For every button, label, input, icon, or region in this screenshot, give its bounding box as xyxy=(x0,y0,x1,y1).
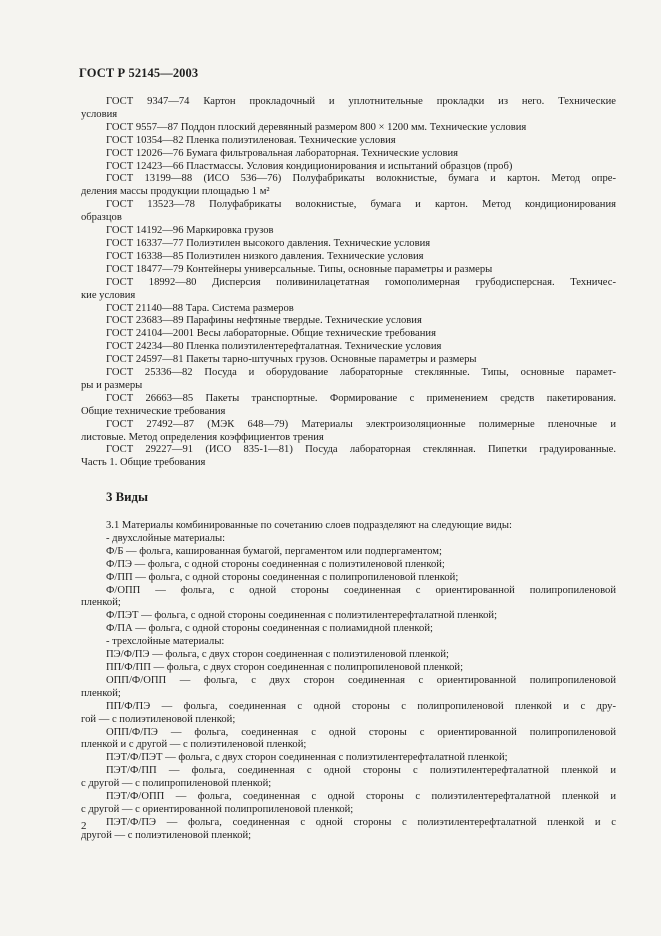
text-line: ГОСТ 13199—88 (ИСО 536—76) Полуфабрикаты волокнистые, бумага и картон. Метод опре- xyxy=(106,173,616,185)
normative-references xyxy=(81,96,616,470)
reference-item xyxy=(81,419,616,445)
page-number: 2 xyxy=(81,820,87,832)
reference-item xyxy=(81,173,616,199)
text-line: листовые. Метод определения коэффициентов трения xyxy=(81,431,324,443)
paragraph xyxy=(81,636,616,649)
text-line: ГОСТ 13523—78 Полуфабрикаты волокнистые, бумага и картон. Метод кондиционирования xyxy=(106,199,616,211)
text-line: ГОСТ 10354—82 Пленка полиэтиленовая. Технические условия xyxy=(106,134,396,146)
text-line: условия xyxy=(81,108,118,120)
reference-item xyxy=(81,315,616,328)
paragraph xyxy=(81,675,616,701)
text-line: Ф/ПЭ — фольга, с одной стороны соединенная с полиэтиленовой пленкой; xyxy=(106,558,445,570)
text-line: ОПП/Ф/ПЭ — фольга, соединенная с одной стороны с ориентированной полипропиленовой xyxy=(106,726,616,738)
text-line: ГОСТ 27492—87 (МЭК 648—79) Материалы электроизоляционные полимерные пленочные и xyxy=(106,418,616,430)
text-line: ГОСТ 21140—88 Тара. Система размеров xyxy=(106,302,294,314)
reference-item xyxy=(81,277,616,303)
text-line: Ф/ОПП — фольга, с одной стороны соединенная с ориентированной полипропиленовой xyxy=(106,584,616,596)
paragraph xyxy=(81,520,616,533)
text-line: Общие технические требования xyxy=(81,405,226,417)
reference-item xyxy=(81,303,616,316)
section-body xyxy=(81,520,616,843)
text-line: ГОСТ 9557—87 Поддон плоский деревянный размером 800 × 1200 мм. Технические условия xyxy=(106,121,527,133)
text-line: пленкой; xyxy=(81,687,121,699)
reference-item xyxy=(81,367,616,393)
text-line: ры и размеры xyxy=(81,379,143,391)
text-line: другой — с полиэтиленовой пленкой; xyxy=(81,829,252,841)
text-line: ГОСТ 12423—66 Пластмассы. Условия кондиционирования и испытаний образцов (проб) xyxy=(106,160,513,172)
text-line: с другой — с полипропиленовой пленкой; xyxy=(81,778,272,790)
paragraph xyxy=(81,662,616,675)
text-line: с другой — с ориентированной полипропиленовой пленкой; xyxy=(81,803,354,815)
paragraph xyxy=(81,765,616,791)
paragraph xyxy=(81,610,616,623)
text-line: ГОСТ 14192—96 Маркировка грузов xyxy=(106,225,274,237)
text-line: ГОСТ 16337—77 Полиэтилен высокого давления. Технические условия xyxy=(106,237,431,249)
text-line: ГОСТ 25336—82 Посуда и оборудование лабораторные стеклянные. Типы, основные парамет- xyxy=(106,367,616,379)
paragraph xyxy=(81,572,616,585)
text-line: Ф/ПЭТ — фольга, с одной стороны соединенная с полиэтилентерефталатной пленкой; xyxy=(106,610,498,622)
text-line: пленкой и с другой — с полиэтиленовой пленкой; xyxy=(81,739,307,751)
reference-item xyxy=(81,225,616,238)
paragraph xyxy=(81,623,616,636)
text-line: ПЭТ/Ф/ОПП — фольга, соединенная с одной стороны с полиэтилентерефталатной пленкой и xyxy=(106,791,616,803)
reference-item xyxy=(81,148,616,161)
paragraph xyxy=(81,791,616,817)
reference-item xyxy=(81,328,616,341)
text-line: пленкой; xyxy=(81,597,121,609)
paragraph xyxy=(81,727,616,753)
reference-item xyxy=(81,161,616,174)
text-line: Ф/Б — фольга, кашированная бумагой, пергаментом или подпергаментом; xyxy=(106,545,442,557)
text-line: 3.1 Материалы комбинированные по сочетанию слоев подразделяют на следующие виды: xyxy=(106,520,512,531)
text-line: ПП/Ф/ПП — фольга, с двух сторон соединенная с полипропиленовой пленкой; xyxy=(106,661,464,673)
text-line: ПЭТ/Ф/ПЭТ — фольга, с двух сторон соединенная с полиэтилентерефталатной пленкой; xyxy=(106,752,508,764)
text-line: ГОСТ 18477—79 Контейнеры универсальные. Типы, основные параметры и размеры xyxy=(106,263,493,275)
text-line: ПЭ/Ф/ПЭ — фольга, с двух сторон соединенная с полиэтиленовой пленкой; xyxy=(106,649,449,661)
reference-item xyxy=(81,341,616,354)
text-line: образцов xyxy=(81,212,122,224)
reference-item xyxy=(81,264,616,277)
text-line: - двухслойные материалы: xyxy=(106,532,226,544)
reference-item xyxy=(81,96,616,122)
reference-item xyxy=(81,393,616,419)
text-line: ОПП/Ф/ОПП — фольга, с двух сторон соединенная с ориентированной полипропиленовой xyxy=(106,674,616,686)
text-line: гой — с полиэтиленовой пленкой; xyxy=(81,713,236,725)
text-line: ГОСТ 29227—91 (ИСО 835-1—81) Посуда лабораторная стеклянная. Пипетки градуированные. xyxy=(106,444,616,456)
text-line: кие условия xyxy=(81,289,136,301)
paragraph xyxy=(81,701,616,727)
reference-item xyxy=(81,199,616,225)
reference-item xyxy=(81,444,616,470)
paragraph xyxy=(81,817,616,843)
paragraph xyxy=(81,546,616,559)
text-line: ГОСТ 24597—81 Пакеты тарно-штучных грузов. Основные параметры и размеры xyxy=(106,354,477,366)
text-line: ГОСТ 9347—74 Картон прокладочный и уплотнительные прокладки из него. Технические xyxy=(106,96,616,107)
text-line: ПЭТ/Ф/ПЭ — фольга, соединенная с одной стороны с полиэтилентерефталатной пленкой и с xyxy=(106,816,616,828)
text-line: - трехслойные материалы: xyxy=(106,636,225,648)
paragraph xyxy=(81,752,616,765)
reference-item xyxy=(81,251,616,264)
text-line: Часть 1. Общие требования xyxy=(81,457,206,469)
reference-item xyxy=(81,354,616,367)
text-line: ГОСТ 12026—76 Бумага фильтровальная лабораторная. Технические условия xyxy=(106,147,458,159)
text-line: ПЭТ/Ф/ПП — фольга, соединенная с одной стороны с полиэтилентерефталатной пленкой и xyxy=(106,765,616,777)
text-line: ГОСТ 16338—85 Полиэтилен низкого давления. Технические условия xyxy=(106,250,424,262)
paragraph xyxy=(81,649,616,662)
text-line: Ф/ПА — фольга, с одной стороны соединенная с полиамидной пленкой; xyxy=(106,623,433,635)
reference-item xyxy=(81,122,616,135)
paragraph xyxy=(81,533,616,546)
text-line: ПП/Ф/ПЭ — фольга, соединенная с одной стороны с полипропиленовой пленкой и с дру- xyxy=(106,700,616,712)
text-line: ГОСТ 23683—89 Парафины нефтяные твердые. Технические условия xyxy=(106,315,422,327)
text-line: ГОСТ 24104—2001 Весы лабораторные. Общие технические требования xyxy=(106,328,436,340)
reference-item xyxy=(81,238,616,251)
section-title: 3 Виды xyxy=(106,490,148,504)
text-line: ГОСТ 18992—80 Дисперсия поливинилацетатная гомополимерная грубодисперсная. Техничес- xyxy=(106,276,616,288)
document-header: ГОСТ Р 52145—2003 xyxy=(79,66,199,80)
paragraph xyxy=(81,585,616,611)
text-line: ГОСТ 24234—80 Пленка полиэтилентерефталатная. Технические условия xyxy=(106,341,442,353)
paragraph xyxy=(81,559,616,572)
text-line: Ф/ПП — фольга, с одной стороны соединенная с полипропиленовой пленкой; xyxy=(106,571,459,583)
reference-item xyxy=(81,135,616,148)
text-line: деления массы продукции площадью 1 м² xyxy=(81,186,270,198)
text-line: ГОСТ 26663—85 Пакеты транспортные. Формирование с применением средств пакетирования. xyxy=(106,392,616,404)
